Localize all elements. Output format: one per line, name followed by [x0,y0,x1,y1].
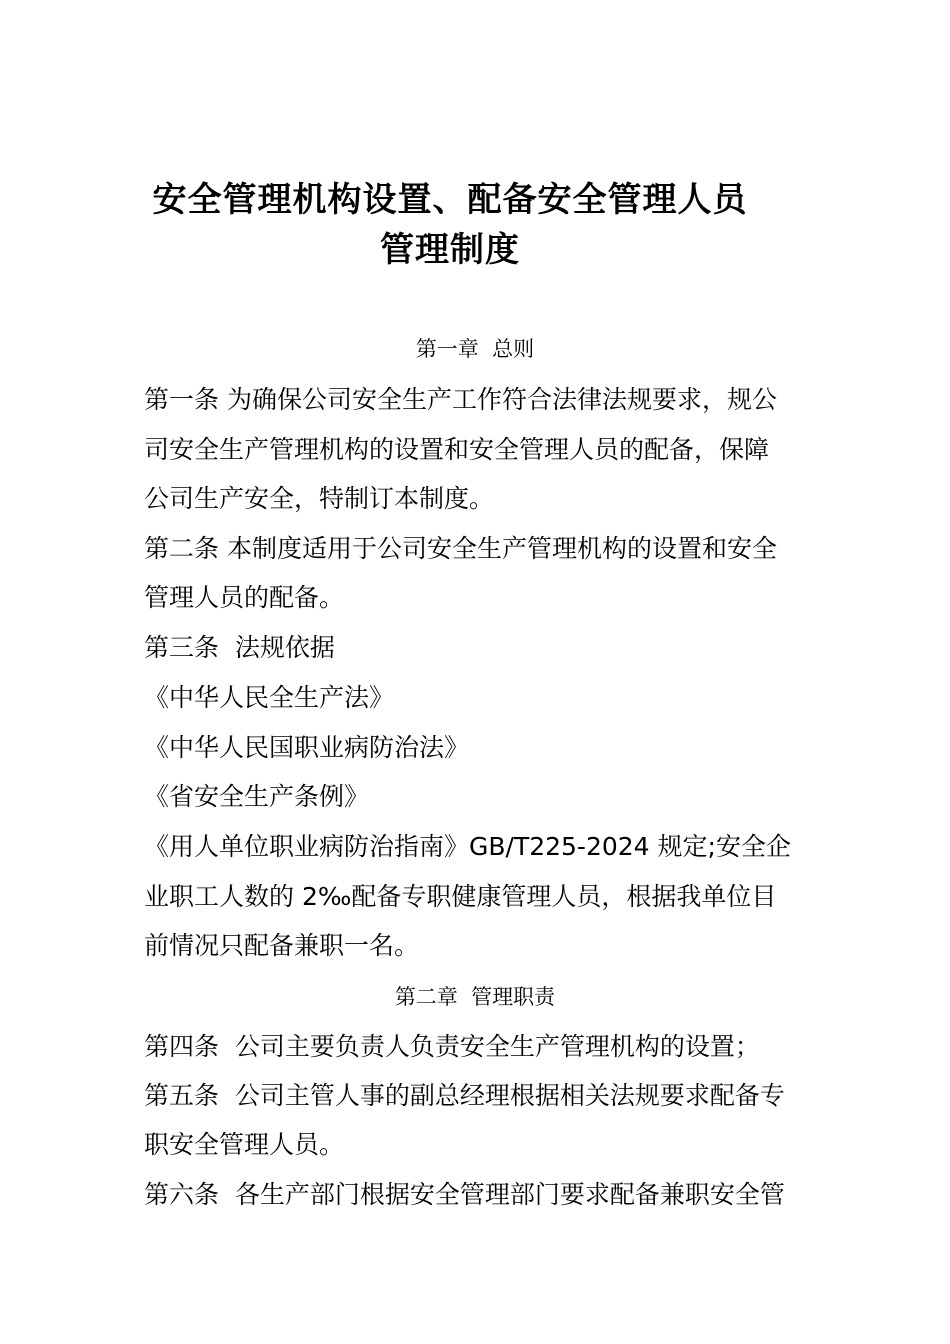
document-title-line-2: 管理制度 [380,230,520,270]
document-title-line-1: 安全管理机构设置、配备安全管理人员 [152,180,748,220]
article-6-line-1: 第六条 各生产部门根据安全管理部门要求配备兼职安全管 [144,1180,785,1209]
article-1-line-2: 司安全生产管理机构的设置和安全管理人员的配备，保障 [144,435,770,464]
article-2-line-1: 第二条 本制度适用于公司安全生产管理机构的设置和安全 [144,534,777,563]
law-reference-2: 《中华人民国职业病防治法》 [144,733,470,762]
article-5-line-1: 第五条 公司主管人事的副总经理根据相关法规要求配备专 [144,1081,785,1110]
chapter-heading-responsibilities: 第二章 管理职责 [394,985,556,1009]
law-reference-1: 《中华人民全生产法》 [144,683,395,712]
article-3-heading: 第三条 法规依据 [144,633,335,662]
article-4-line-1: 第四条 公司主要负责人负责安全生产管理机构的设置； [144,1032,760,1061]
law-reference-3: 《省安全生产条例》 [144,782,370,811]
article-5-line-2: 职安全管理人员。 [144,1130,345,1159]
law-reference-4-line-1: 《用人单位职业病防治指南》GB/T225-2024 规定;安全企 [144,832,791,861]
law-reference-4-line-3: 前情况只配备兼职一名。 [144,931,420,960]
chapter-heading-general: 第一章 总则 [415,337,535,361]
article-1-line-1: 第一条 为确保公司安全生产工作符合法律法规要求，规公 [144,385,777,414]
article-2-line-2: 管理人员的配备。 [144,583,345,612]
law-reference-4-line-2: 业职工人数的 2‰配备专职健康管理人员，根据我单位目 [144,882,777,911]
article-1-line-3: 公司生产安全，特制订本制度。 [144,484,495,513]
